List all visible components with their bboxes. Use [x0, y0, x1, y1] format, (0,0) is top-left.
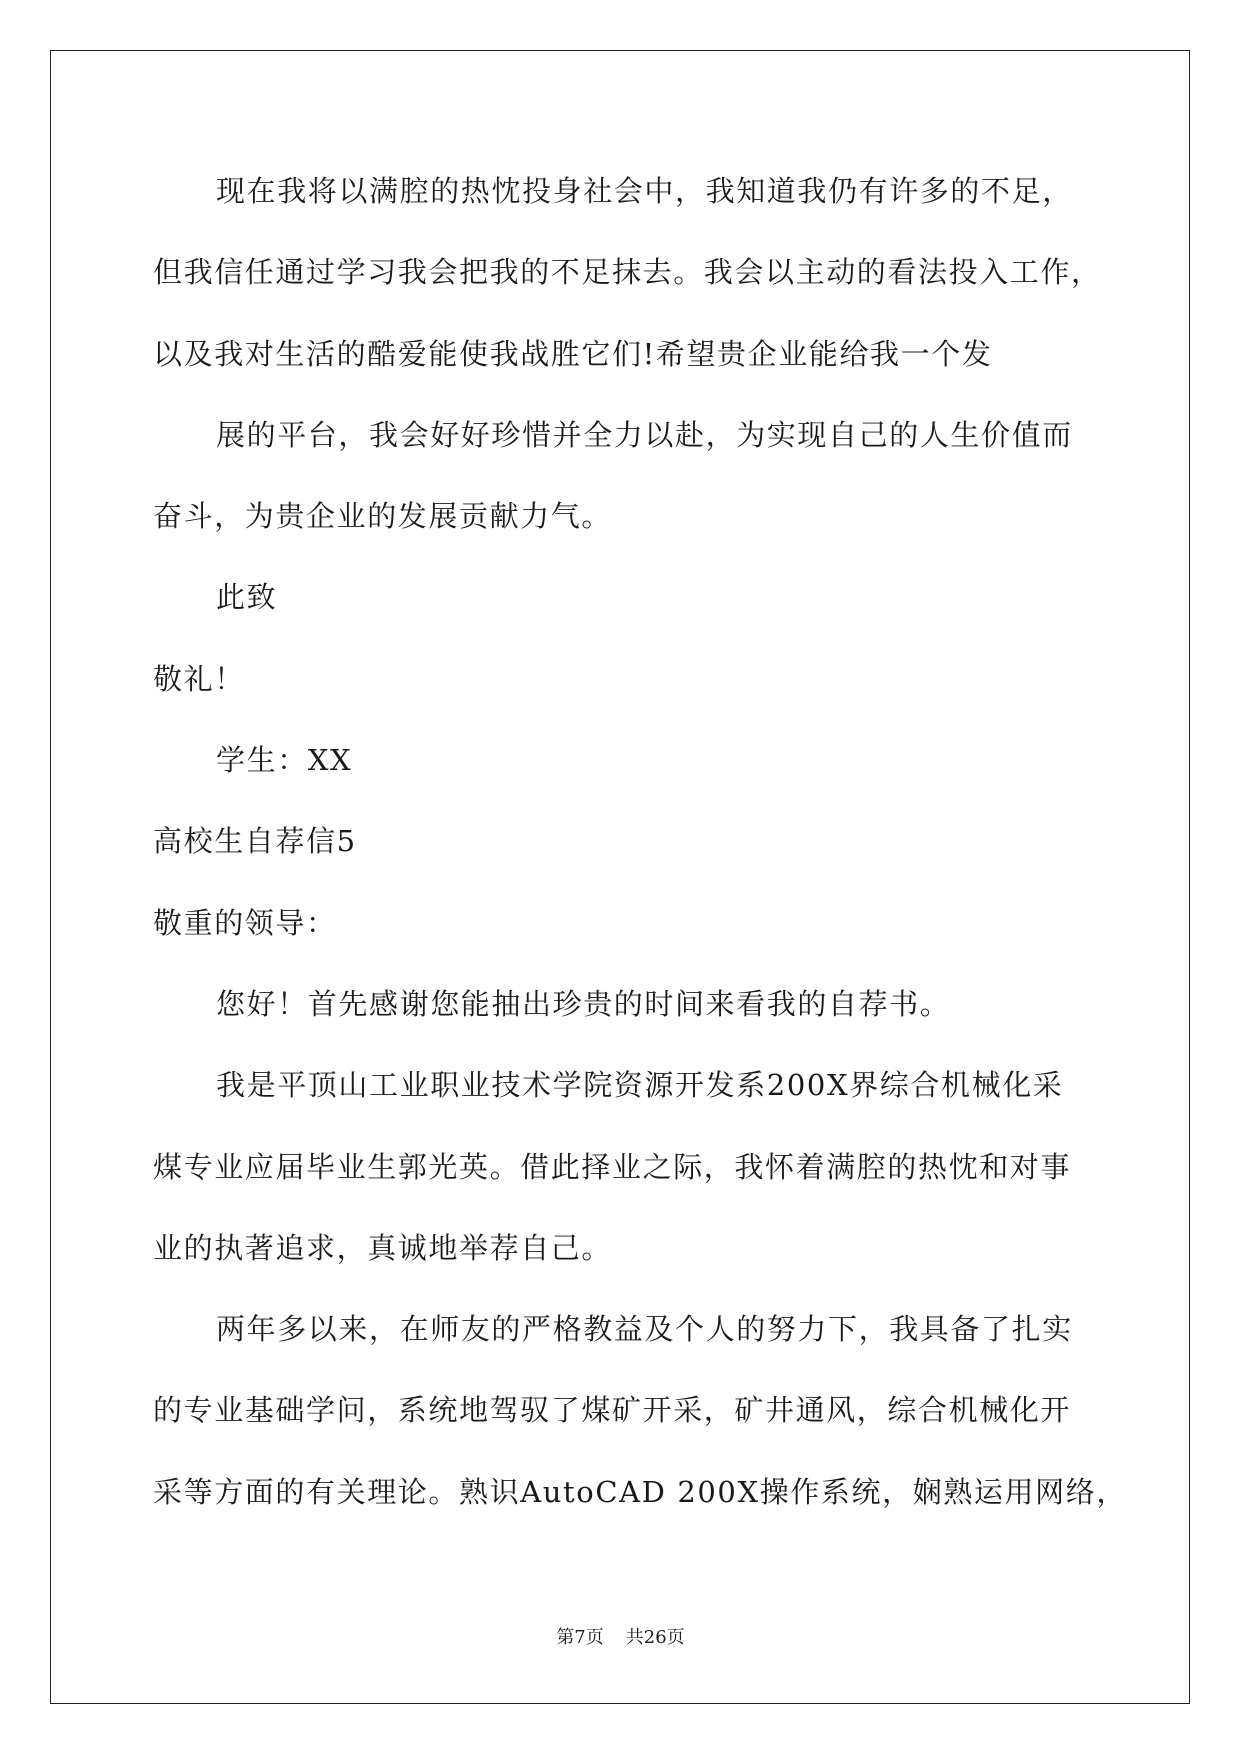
text-line: 现在我将以满腔的热忱投身社会中，我知道我仍有许多的不足， — [216, 174, 1073, 208]
document-body — [153, 151, 1173, 1533]
text-line: 以及我对生活的酷爱能使我战胜它们!希望贵企业能给我一个发 — [153, 336, 993, 371]
text-line: 但我信任通过学习我会把我的不足抹去。我会以主动的看法投入工作， — [153, 255, 1102, 290]
text-line: 奋斗，为贵企业的发展贡献力气。 — [153, 499, 613, 534]
closing-salutation: 此致 — [216, 580, 278, 615]
text-line: 采等方面的有关理论。熟识AutoCAD 200X操作系统，娴熟运用网络， — [153, 1474, 1127, 1509]
closing-regards: 敬礼！ — [153, 661, 245, 696]
text-line: 煤专业应届毕业生郭光英。借此择业之际，我怀着满腔的热忱和对事 — [153, 1149, 1072, 1184]
total-page-count: 共26页 — [625, 1627, 685, 1648]
greeting-line: 敬重的领导： — [153, 905, 337, 940]
section-heading: 高校生自荐信5 — [153, 824, 357, 859]
text-line: 您好！首先感谢您能抽出珍贵的时间来看我的自荐书。 — [216, 986, 951, 1021]
text-line: 的专业基础学问，系统地驾驭了煤矿开采，矿井通风，综合机械化开 — [153, 1393, 1072, 1428]
text-line: 业的执著追求，真诚地举荐自己。 — [153, 1230, 613, 1265]
text-line: 展的平台，我会好好珍惜并全力以赴，为实现自己的人生价值而 — [216, 417, 1073, 452]
signature-line: 学生：XX — [216, 743, 353, 778]
current-page-number: 第7页 — [556, 1627, 604, 1648]
text-line: 我是平顶山工业职业技术学院资源开发系200X界综合机械化采 — [216, 1068, 1064, 1103]
text-line: 两年多以来，在师友的严格教益及个人的努力下，我具备了扎实 — [216, 1312, 1073, 1347]
page-footer — [0, 1626, 1241, 1650]
